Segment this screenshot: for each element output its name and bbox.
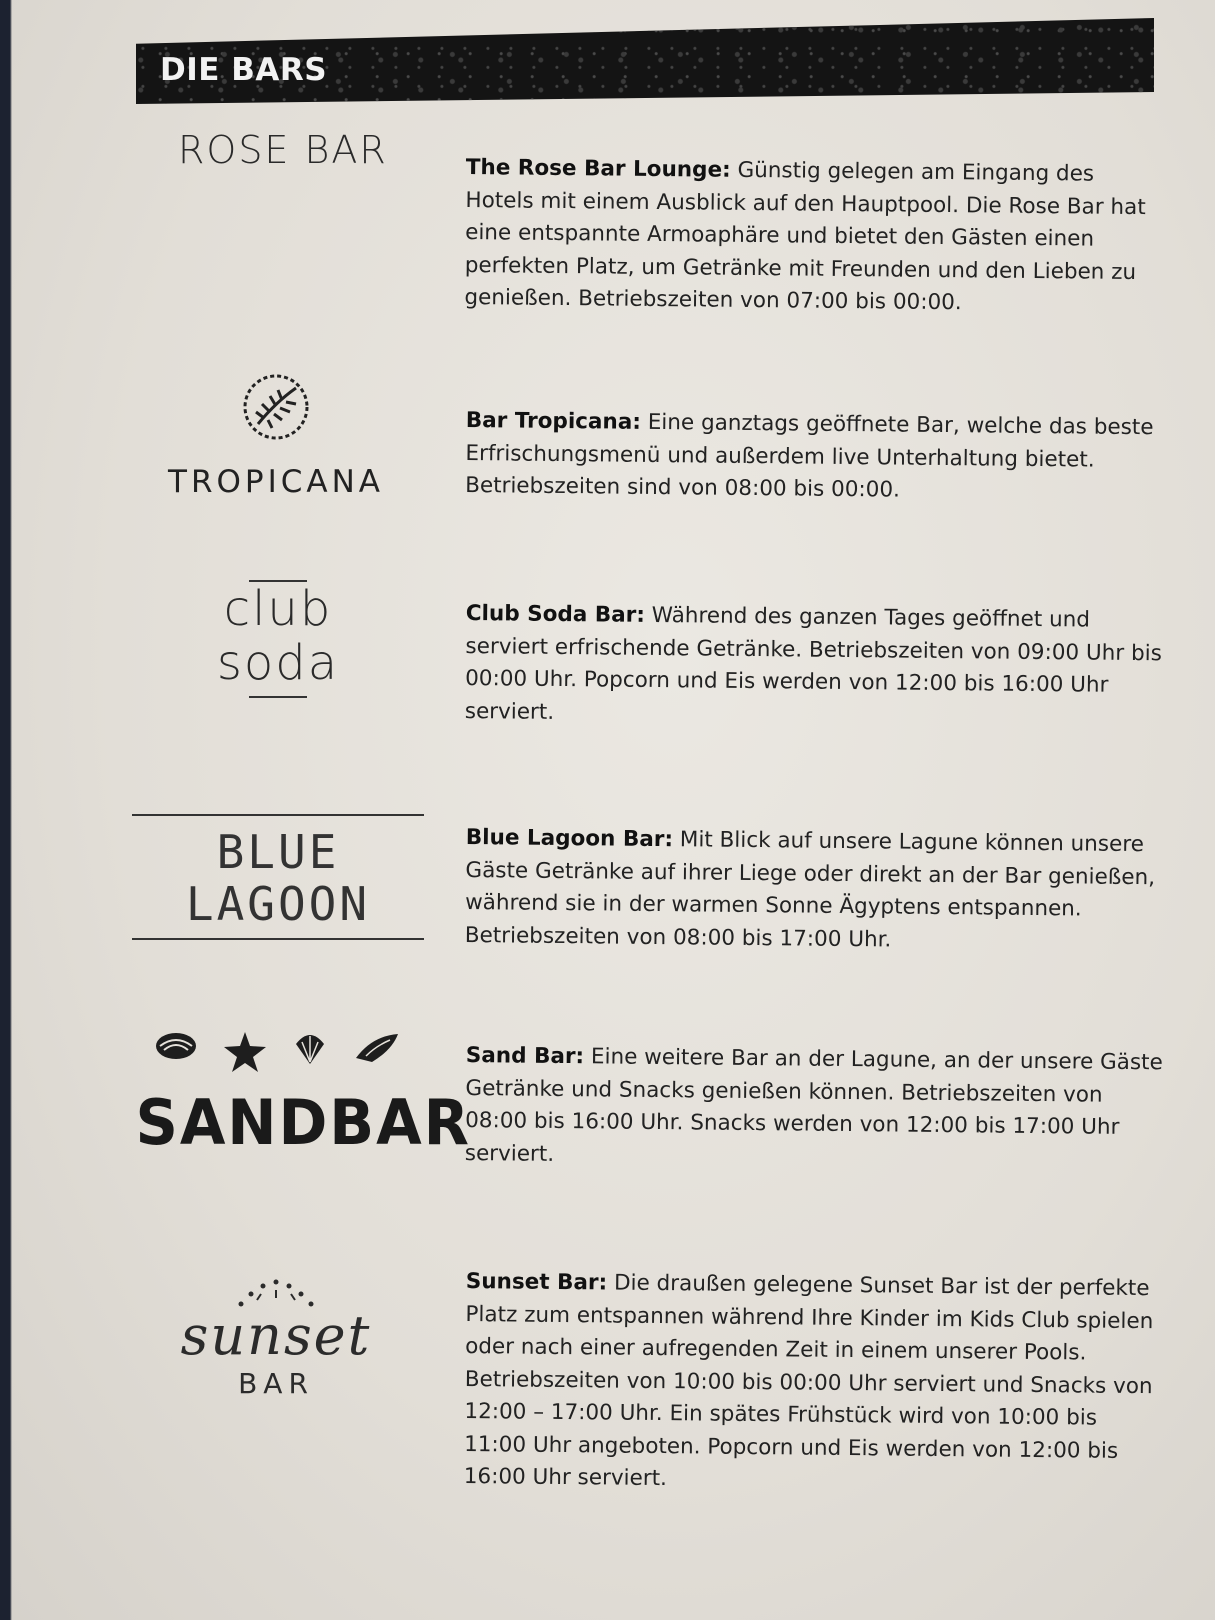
- starfish-icon: [222, 1030, 268, 1074]
- section-title: DIE BARS: [160, 52, 328, 88]
- sandbar-name: Sand Bar:: [465, 1042, 585, 1070]
- palm-leaf-emblem-icon: [240, 372, 312, 442]
- blue-lagoon-text: Mit Blick auf unsere Lagune können unsere Gäste Getränke auf ihrer Liege oder direkt an der Bar genießen, während sie in der warmen Sonne Ägyptens entspannen. Betriebszeiten von 08:00 bis 17:00 Uhr.: [464, 827, 1156, 952]
- club-soda-logo: [128, 580, 428, 698]
- sunset-name: Sunset Bar:: [465, 1268, 608, 1296]
- club-soda-name: Club Soda Bar:: [465, 600, 646, 628]
- rose-bar-text: Günstig gelegen am Eingang des Hotels mit einem Ausblick auf den Hauptpool. Die Rose Bar hat eine entspannte Armoaphäre und bietet den Gästen einen perfekten Platz, um Getränke mit Freunden und den Lieben zu genießen. Betriebszeiten von 07:00 bis 00:00.: [464, 157, 1146, 316]
- sunset-logo-subtext: BAR: [238, 1367, 314, 1400]
- rose-bar-description: [464, 152, 1166, 322]
- shell-icon: [154, 1030, 198, 1062]
- sandbar-shell-row: [128, 1030, 428, 1074]
- sunset-text: Die draußen gelegene Sunset Bar ist der perfekte Platz zum entspannen während Ihre Kinder im Kids Club spielen oder nach einer aufregenden Zeit in einem unserer Pools. Betriebszeiten von 10:00 bis 00:00 Uhr serviert und Snacks von 12:00 – 17:00 Uhr. Ein spätes Frühstück wird von 10:00 bis 11:00 Uhr angeboten. Popcorn und Eis werden von 12:00 bis 16:00 Uhr serviert.: [463, 1270, 1154, 1492]
- club-soda-logo-line2: soda: [216, 635, 340, 691]
- blue-lagoon-description: [465, 822, 1166, 959]
- blue-lagoon-name: Blue Lagoon Bar:: [465, 824, 674, 853]
- club-soda-logo-line1: club: [223, 581, 333, 637]
- blue-lagoon-bottom-rule: [132, 938, 424, 940]
- blue-lagoon-logo-text: BLUE LAGOON: [185, 825, 371, 931]
- rose-bar-logo: [178, 128, 478, 172]
- sandbar-description: [465, 1040, 1166, 1177]
- tropicana-text: Eine ganztags geöffnete Bar, welche das beste Erfrischungsmenü und außerdem live Unterhaltung bietet. Betriebszeiten sind von 08:00 bis 00:00.: [465, 409, 1154, 503]
- tropicana-logo-text: TROPICANA: [168, 464, 384, 500]
- sunset-description: [464, 1266, 1166, 1501]
- tropicana-name: Bar Tropicana:: [465, 407, 642, 435]
- sandbar-logo-text: SANDBAR: [135, 1086, 471, 1159]
- blue-lagoon-logo: [128, 814, 428, 940]
- conch-icon: [352, 1030, 402, 1066]
- rose-bar-logo-text: ROSE BAR: [178, 128, 388, 172]
- tropicana-logo: [126, 372, 426, 500]
- sandbar-text: Eine weitere Bar an der Lagune, an der unsere Gäste Getränke und Snacks genießen können. Betriebszeiten von 08:00 bis 16:00 Uhr. Snacks werden von 12:00 bis 17:00 Uhr serviert.: [464, 1044, 1163, 1167]
- scallop-icon: [292, 1030, 328, 1066]
- club-soda-bottom-rule: [249, 696, 307, 698]
- sunset-logo-text: sunset: [180, 1304, 372, 1367]
- rose-bar-name: The Rose Bar Lounge:: [465, 154, 731, 183]
- sunset-logo: [126, 1270, 426, 1400]
- club-soda-text: Während des ganzen Tages geöffnet und serviert erfrischende Getränke. Betriebszeiten von 09:00 Uhr bis 00:00 Uhr. Popcorn und Eis werden von 12:00 bis 16:00 Uhr serviert.: [464, 602, 1162, 725]
- sandbar-logo: [128, 1030, 471, 1159]
- tropicana-description: [465, 405, 1166, 510]
- club-soda-description: [465, 598, 1166, 735]
